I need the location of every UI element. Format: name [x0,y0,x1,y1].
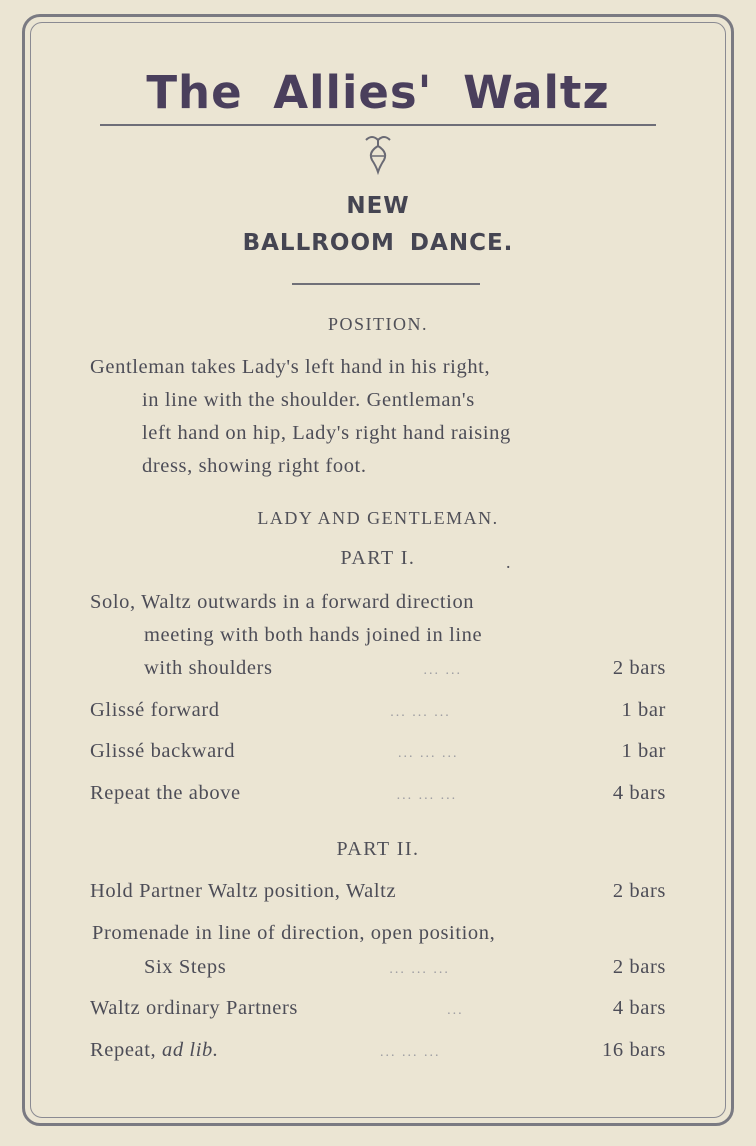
subtitle-ballroom-dance: BALLROOM DANCE. [242,230,514,256]
leader-dots: ... ... [423,663,462,678]
step-row [90,875,666,908]
part1-heading: PART I. [340,547,416,569]
step-row [90,694,666,729]
step-label: Hold Partner Waltz position, Waltz [90,880,397,902]
step-duration: 4 bars [612,997,666,1019]
step-label: Six Steps [144,956,227,978]
leader-dots: ... ... ... [389,962,450,977]
step-label: Promenade in line of direction, open position, [92,922,496,944]
stray-dot: . [506,552,511,572]
step-label: Repeat the above [90,782,241,804]
part1-intro-line2: meeting with both hands joined in line [144,624,483,646]
step-label [90,1034,219,1067]
step-row [90,735,666,770]
position-paragraph [90,351,670,483]
position-heading: POSITION. [327,314,428,334]
position-line: in line with the shoulder. Gentleman's [142,389,475,411]
step-label-text: Repeat, [90,1039,157,1061]
step-duration: 2 bars [612,657,666,679]
section-heading: LADY AND GENTLEMAN. [257,508,499,528]
step-row [144,652,666,687]
part2-heading: PART II. [336,838,420,860]
step-label-italic: ad lib. [161,1039,219,1061]
step-duration: 1 bar [621,740,666,762]
step-row [90,1034,666,1069]
step-label: Glissé backward [90,740,236,762]
leader-dots: ... ... ... [396,788,458,803]
part1-intro-line1: Solo, Waltz outwards in a forward direction [90,591,475,613]
step-duration: 4 bars [612,782,666,804]
step-label: Glissé forward [90,699,220,721]
fleuron-ornament-icon [358,132,398,176]
leader-dots: ... ... ... [380,1045,441,1060]
step-row [144,951,666,986]
position-line: dress, showing right foot. [142,455,367,477]
leader-dots: ... ... ... [390,705,451,720]
step-row [90,777,666,812]
step-label: Waltz ordinary Partners [90,997,298,1019]
leader-dots: ... [447,1003,464,1018]
position-line: Gentleman takes Lady's left hand in his right, [90,356,491,378]
leader-dots: ... ... ... [398,746,459,761]
title-divider [100,124,656,126]
page-title: The Allies' Waltz [146,66,610,119]
step-label: with shoulders [144,657,273,679]
step-duration: 16 bars [602,1039,666,1061]
subtitle-new: NEW [346,193,410,219]
step-row [90,992,666,1027]
subtitle-divider [292,283,480,285]
position-line: left hand on hip, Lady's right hand raising [142,422,511,444]
step-duration: 2 bars [612,956,666,978]
step-duration: 1 bar [621,699,666,721]
step-duration: 2 bars [612,880,666,902]
